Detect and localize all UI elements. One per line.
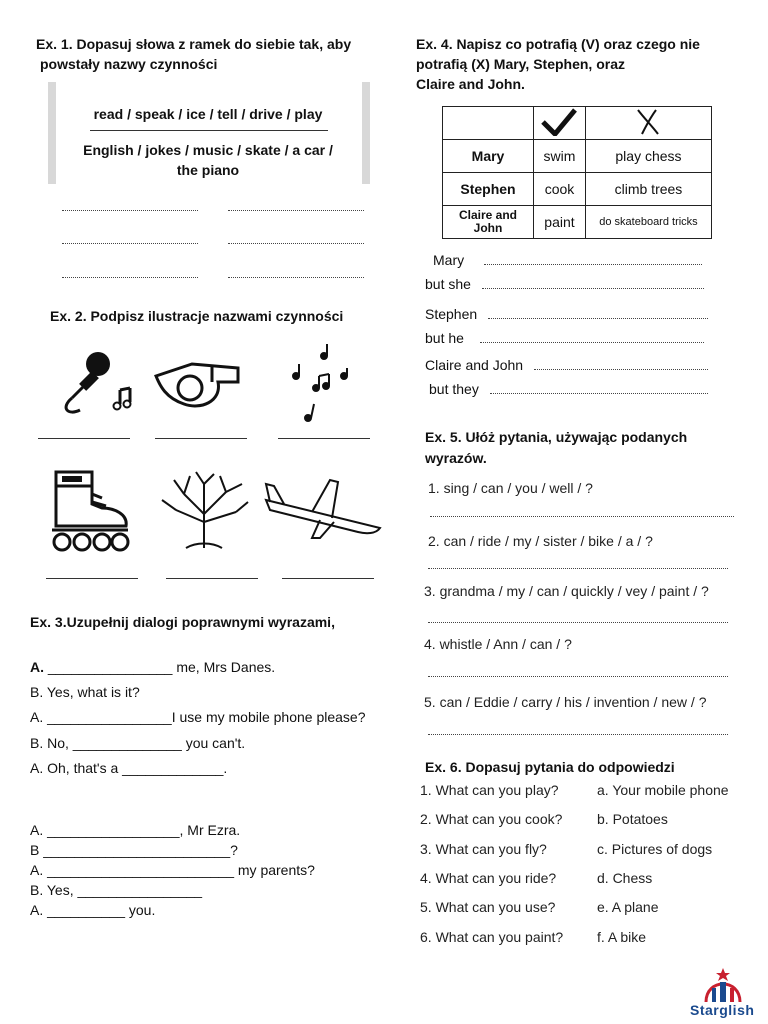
answer-line[interactable] <box>166 578 258 579</box>
answer-line[interactable] <box>482 288 704 289</box>
starglish-logo-icon <box>700 964 746 1004</box>
answer-line[interactable] <box>282 578 374 579</box>
word-set-1: read / speak / ice / tell / drive / play <box>93 106 323 122</box>
table-cannot: do skateboard tricks <box>585 206 711 239</box>
whistle-icon <box>152 354 242 410</box>
answer-line[interactable] <box>428 568 728 569</box>
match-question: 3. What can you fly? <box>420 841 547 857</box>
dialogue-2-line-4 <box>30 881 202 899</box>
ex6-title: Ex. 6. Dopasuj pytania do odpowiedzi <box>425 759 675 775</box>
ex4-title-line2: potrafią (X) Mary, Stephen, oraz <box>416 56 625 72</box>
word-box-right-bar <box>362 82 370 184</box>
sentence-start: but he <box>425 330 464 346</box>
table-name: Claire and John <box>443 206 534 239</box>
match-answer: e. A plane <box>597 899 659 915</box>
answer-line[interactable] <box>62 277 198 278</box>
match-answer: b. Potatoes <box>597 811 668 827</box>
dialogue-1-line-1 <box>30 658 275 676</box>
question-item: 4. whistle / Ann / can / ? <box>424 636 572 652</box>
table-can: cook <box>534 173 586 206</box>
speaker: B. No, <box>30 735 73 751</box>
blank[interactable]: __________ <box>47 902 125 918</box>
answer-line[interactable] <box>480 342 704 343</box>
text: , Mr Ezra. <box>179 822 241 838</box>
word-set-2-line2: the piano <box>176 162 240 178</box>
blank[interactable]: ________________________ <box>47 862 234 878</box>
speaker: A. <box>30 822 48 838</box>
text: ? <box>230 842 238 858</box>
answer-line[interactable] <box>228 277 364 278</box>
table-cannot: climb trees <box>585 173 711 206</box>
sentence-start: Claire and John <box>425 357 524 373</box>
question-item: 5. can / Eddie / carry / his / invention / new / ? <box>424 694 707 710</box>
speaker: A. <box>30 902 48 918</box>
text: I use my mobile phone please? <box>171 709 366 725</box>
table-name: Stephen <box>443 173 534 206</box>
answer-line[interactable] <box>484 264 702 265</box>
ex5-title-line2: wyrazów. <box>425 450 487 466</box>
question-item: 3. grandma / my / can / quickly / vey / paint / ? <box>424 583 709 599</box>
ex1-title-line2: powstały nazwy czynności <box>40 56 218 72</box>
blank[interactable]: ________________ <box>47 659 173 675</box>
dialogue-2-line-1 <box>30 821 240 839</box>
dialogue-2-line-3 <box>30 861 315 879</box>
blank[interactable]: ________________________ <box>43 842 231 858</box>
speaker: A. <box>30 659 44 675</box>
blank[interactable]: ________________ <box>77 882 203 898</box>
answer-line[interactable] <box>428 676 728 677</box>
blank[interactable]: ______________ <box>72 735 182 751</box>
speaker: A. Oh, that's a <box>30 760 123 776</box>
answer-line[interactable] <box>428 734 728 735</box>
dialogue-1-line-3 <box>30 708 366 726</box>
match-question: 2. What can you cook? <box>420 811 563 827</box>
match-answer: c. Pictures of dogs <box>597 841 713 857</box>
match-question: 1. What can you play? <box>420 782 559 798</box>
answer-line[interactable] <box>38 438 130 439</box>
question-item: 2. can / ride / my / sister / bike / a / ? <box>428 533 653 549</box>
answer-line[interactable] <box>62 243 198 244</box>
ex4-title-line3: Claire and John. <box>416 76 525 92</box>
sentence-start: Mary <box>433 252 465 268</box>
table-can: paint <box>534 206 586 239</box>
ex3-title: Ex. 3.Uzupełnij dialogi poprawnymi wyrazami, <box>30 614 335 630</box>
speaker: B <box>30 842 44 858</box>
answer-line[interactable] <box>428 622 728 623</box>
text: me, Mrs Danes. <box>172 659 276 675</box>
sentence-start: Stephen <box>425 306 478 322</box>
speaker: A. <box>30 862 48 878</box>
answer-line[interactable] <box>490 393 708 394</box>
sentence-start: but they <box>429 381 479 397</box>
table-header-can <box>534 107 586 140</box>
answer-line[interactable] <box>62 210 198 211</box>
tree-icon <box>156 470 252 550</box>
word-box-left-bar <box>48 82 56 184</box>
ex5-title-line1: Ex. 5. Ułóż pytania, używając podanych <box>425 429 688 445</box>
microphone-icon <box>58 346 138 418</box>
airplane-icon <box>262 476 384 540</box>
cross-icon <box>628 108 668 136</box>
answer-line[interactable] <box>534 369 708 370</box>
speaker: A. <box>30 709 48 725</box>
question-item: 1. sing / can / you / well / ? <box>428 480 593 496</box>
table-can: swim <box>534 140 586 173</box>
dialogue-1-line-4 <box>30 734 245 752</box>
answer-line[interactable] <box>488 318 708 319</box>
table-name: Mary <box>443 140 534 173</box>
blank[interactable]: _____________ <box>122 760 224 776</box>
word-box-divider <box>90 130 328 131</box>
blank[interactable]: _________________ <box>47 822 180 838</box>
answer-line[interactable] <box>228 243 364 244</box>
dialogue-2-line-2 <box>30 841 238 859</box>
table-header-cannot <box>585 107 711 140</box>
text: my parents? <box>234 862 315 878</box>
match-answer: d. Chess <box>597 870 653 886</box>
table-header-empty <box>443 107 534 140</box>
dialogue-1-line-2 <box>30 683 140 701</box>
starglish-logo-text: Starglish <box>690 1002 755 1018</box>
word-set-2-line1: English / jokes / music / skate / a car / <box>83 142 333 158</box>
text: . <box>223 760 228 776</box>
answer-line[interactable] <box>430 516 734 517</box>
dialogue-2-line-5 <box>30 901 155 919</box>
dialogue-1-line-5 <box>30 759 227 777</box>
ability-table <box>442 106 712 239</box>
answer-line[interactable] <box>228 210 364 211</box>
text: you. <box>125 902 156 918</box>
ex4-title-line1: Ex. 4. Napisz co potrafią (V) oraz czego nie <box>416 36 700 52</box>
ex2-title: Ex. 2. Podpisz ilustracje nazwami czynności <box>50 308 344 324</box>
answer-line[interactable] <box>278 438 370 439</box>
roller-skate-icon <box>44 468 132 556</box>
table-cannot: play chess <box>585 140 711 173</box>
text: you can't. <box>181 735 246 751</box>
text: B. Yes, what is it? <box>30 684 140 700</box>
match-answer: a. Your mobile phone <box>597 782 729 798</box>
blank[interactable]: ________________ <box>47 709 172 725</box>
speaker: B. Yes, <box>30 882 78 898</box>
checkmark-icon <box>539 108 579 136</box>
match-answer: f. A bike <box>597 929 647 945</box>
ex1-title-line1: Ex. 1. Dopasuj słowa z ramek do siebie tak, aby <box>36 36 352 52</box>
match-question: 6. What can you paint? <box>420 929 564 945</box>
answer-line[interactable] <box>46 578 138 579</box>
match-question: 5. What can you use? <box>420 899 556 915</box>
answer-line[interactable] <box>155 438 247 439</box>
match-question: 4. What can you ride? <box>420 870 557 886</box>
music-notes-icon <box>286 340 356 426</box>
sentence-start: but she <box>425 276 471 292</box>
